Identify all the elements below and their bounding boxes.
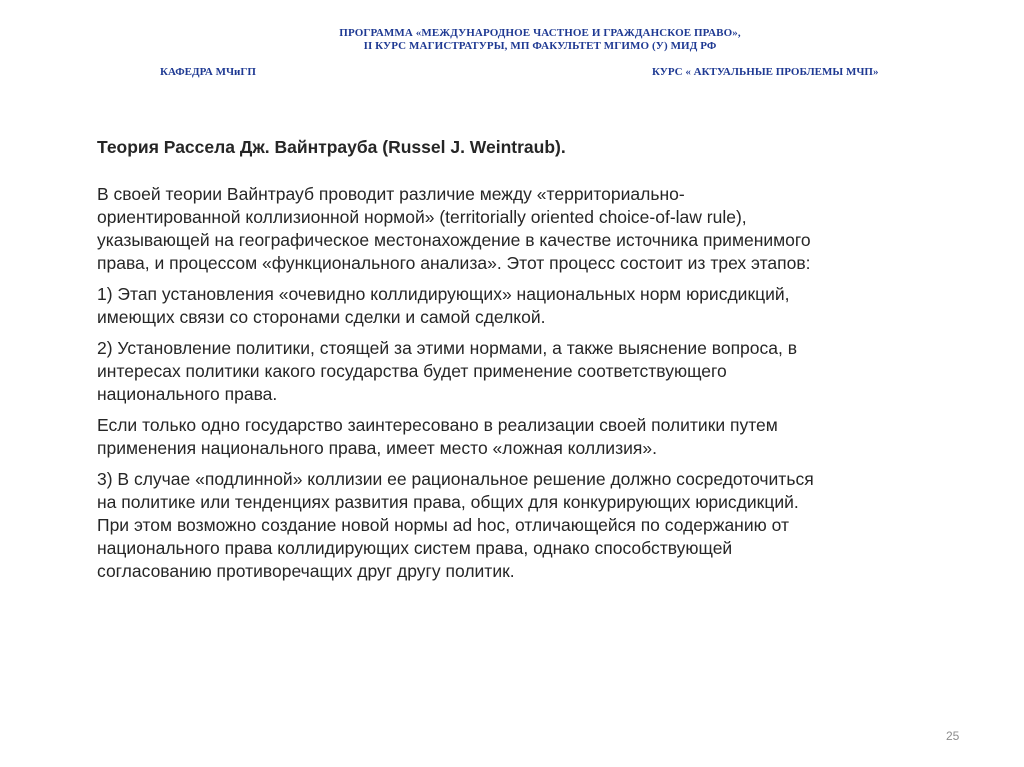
text-line: на политике или тенденциях развития права, общих для конкурирующих юрисдикций. <box>97 492 799 512</box>
text-line: национального права коллидирующих систем права, однако способствующей <box>97 538 733 558</box>
program-header-line-2: II КУРС МАГИСТРАТУРЫ, МП ФАКУЛЬТЕТ МГИМО (У) МИД РФ <box>363 40 717 52</box>
course-label: КУРС « АКТУАЛЬНЫЕ ПРОБЛЕМЫ МЧП» <box>652 66 879 78</box>
slide-title: Теория Рассела Дж. Вайнтрауба (Russel J. Weintraub). <box>97 137 566 157</box>
paragraph-false-conflict <box>97 414 957 460</box>
text-line: указывающей на географическое местонахождение в качестве источника применимого <box>97 230 811 250</box>
text-line: права, и процессом «функционального анализа». Этот процесс состоит из трех этапов: <box>97 253 811 273</box>
program-header <box>160 27 920 53</box>
text-line: При этом возможно создание новой нормы ad hoc, отличающейся по содержанию от <box>97 515 789 535</box>
text-line: применения национального права, имеет место «ложная коллизия». <box>97 438 657 458</box>
paragraph-intro <box>97 183 957 275</box>
text-line: имеющих связи со сторонами сделки и самой сделкой. <box>97 307 546 327</box>
text-line: ориентированной коллизионной нормой» (territorially oriented choice-of-law rule), <box>97 207 747 227</box>
text-line: 1) Этап установления «очевидно коллидирующих» национальных норм юрисдикций, <box>97 284 790 304</box>
text-line: 3) В случае «подлинной» коллизии ее рациональное решение должно сосредоточиться <box>97 469 814 489</box>
paragraph-step-1 <box>97 283 957 329</box>
text-line: В своей теории Вайнтрауб проводит различие между «территориально- <box>97 184 685 204</box>
paragraph-step-2 <box>97 337 957 406</box>
slide-content <box>97 136 957 591</box>
department-label: КАФЕДРА МЧиГП <box>160 66 256 78</box>
page-number: 25 <box>946 729 960 743</box>
text-line: Если только одно государство заинтересовано в реализации своей политики путем <box>97 415 778 435</box>
text-line: национального права. <box>97 384 278 404</box>
text-line: 2) Установление политики, стоящей за этими нормами, а также выяснение вопроса, в <box>97 338 798 358</box>
text-line: согласованию противоречащих друг другу политик. <box>97 561 515 581</box>
program-header-line-1: ПРОГРАММА «МЕЖДУНАРОДНОЕ ЧАСТНОЕ И ГРАЖДАНСКОЕ ПРАВО», <box>339 27 741 39</box>
paragraph-step-3 <box>97 468 957 583</box>
text-line: интересах политики какого государства будет применение соответствующего <box>97 361 727 381</box>
